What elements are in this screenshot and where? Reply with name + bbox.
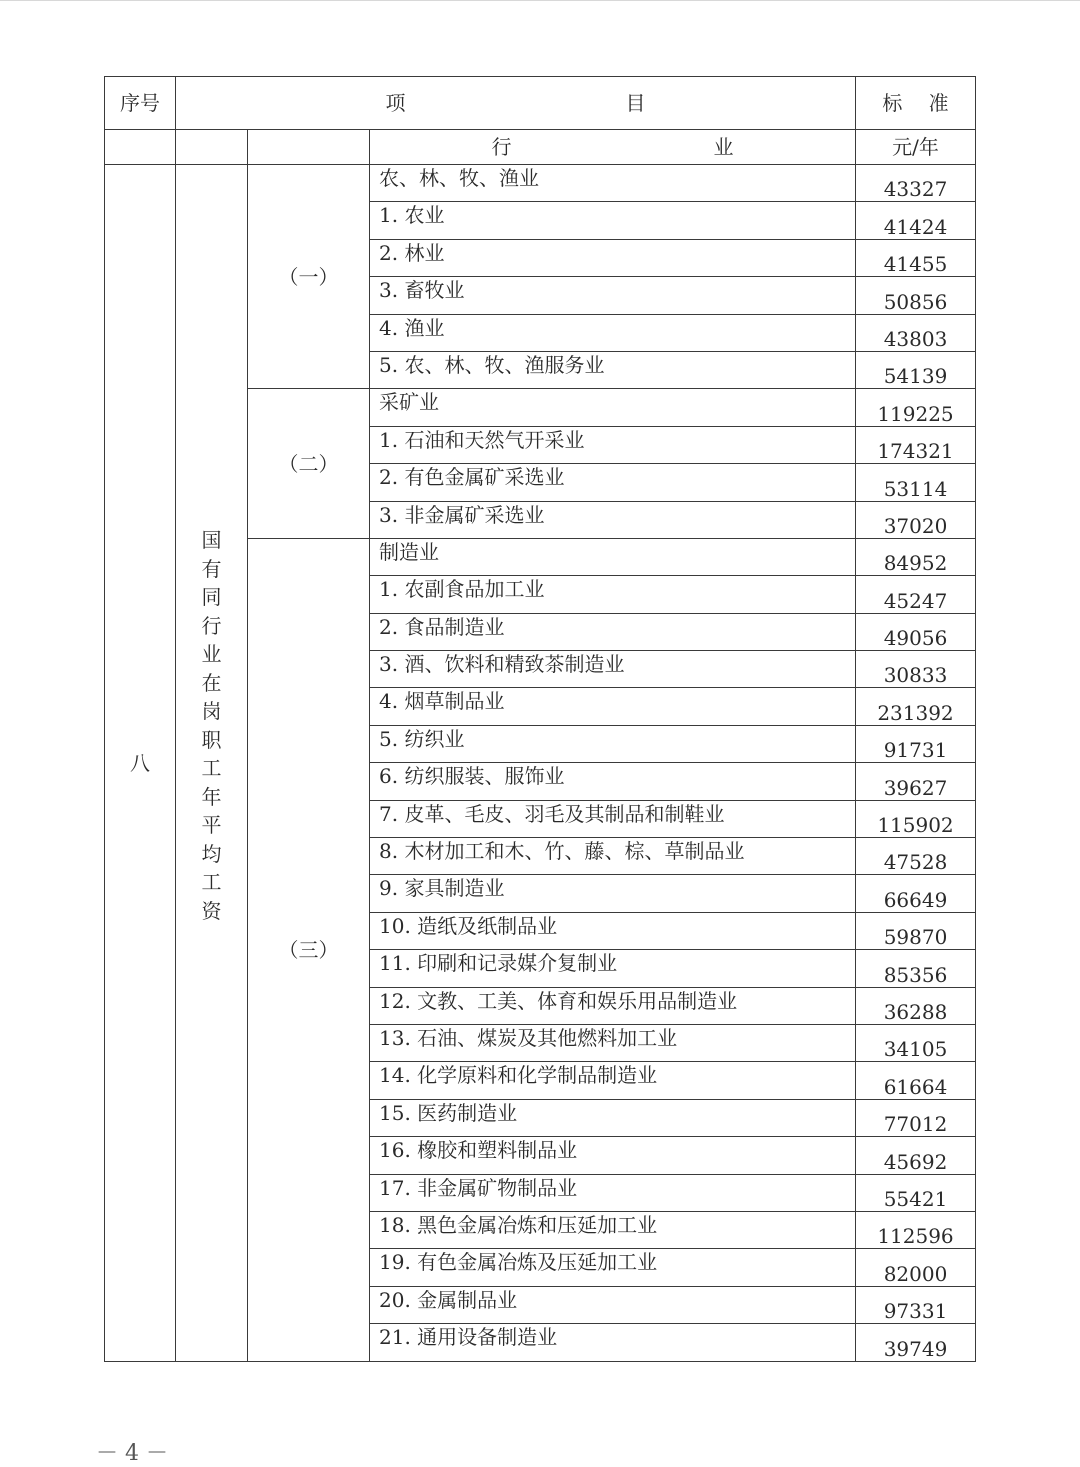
industry-name: 6. 纺织服装、服饰业 — [370, 763, 856, 800]
group-label: （二） — [248, 389, 370, 539]
standard-value: 231392 — [856, 688, 976, 725]
standard-value: 43327 — [856, 165, 976, 202]
standard-value: 82000 — [856, 1249, 976, 1286]
industry-name: 18. 黑色金属冶炼和压延加工业 — [370, 1211, 856, 1248]
industry-name: 4. 烟草制品业 — [370, 688, 856, 725]
industry-name: 12. 文教、工美、体育和娱乐用品制造业 — [370, 987, 856, 1024]
page-top-edge — [0, 0, 1080, 1]
standard-value: 85356 — [856, 950, 976, 987]
header-industry: 行 业 — [370, 130, 856, 165]
industry-name: 19. 有色金属冶炼及压延加工业 — [370, 1249, 856, 1286]
header-standard: 标 准 — [856, 77, 976, 130]
industry-name: 10. 造纸及纸制品业 — [370, 912, 856, 949]
industry-name: 2. 有色金属矿采选业 — [370, 464, 856, 501]
standard-value: 61664 — [856, 1062, 976, 1099]
standard-value: 41455 — [856, 239, 976, 276]
header-row-1 — [105, 77, 976, 130]
industry-name: 5. 农、林、牧、渔服务业 — [370, 351, 856, 388]
industry-name: 21. 通用设备制造业 — [370, 1324, 856, 1361]
standard-value: 66649 — [856, 875, 976, 912]
header-unit: 元/年 — [856, 130, 976, 165]
industry-name: 16. 橡胶和塑料制品业 — [370, 1137, 856, 1174]
standard-value: 112596 — [856, 1211, 976, 1248]
industry-name: 3. 酒、饮料和精致茶制造业 — [370, 651, 856, 688]
industry-name: 15. 医药制造业 — [370, 1099, 856, 1136]
category-cell — [176, 165, 248, 1362]
standard-value: 34105 — [856, 1024, 976, 1061]
industry-name: 2. 食品制造业 — [370, 613, 856, 650]
industry-name: 1. 石油和天然气开采业 — [370, 426, 856, 463]
group-label: （三） — [248, 538, 370, 1361]
industry-name: 4. 渔业 — [370, 314, 856, 351]
industry-name: 3. 畜牧业 — [370, 277, 856, 314]
industry-name: 20. 金属制品业 — [370, 1286, 856, 1323]
standard-value: 174321 — [856, 426, 976, 463]
standard-value: 84952 — [856, 538, 976, 575]
standard-value: 36288 — [856, 987, 976, 1024]
standard-value: 119225 — [856, 389, 976, 426]
industry-name: 14. 化学原料和化学制品制造业 — [370, 1062, 856, 1099]
industry-name: 农、林、牧、渔业 — [370, 165, 856, 202]
industry-name: 5. 纺织业 — [370, 725, 856, 762]
wage-standard-table — [104, 76, 976, 1362]
industry-name: 3. 非金属矿采选业 — [370, 501, 856, 538]
group-label: （一） — [248, 165, 370, 389]
industry-name: 13. 石油、煤炭及其他燃料加工业 — [370, 1024, 856, 1061]
standard-value: 30833 — [856, 651, 976, 688]
standard-value: 39627 — [856, 763, 976, 800]
header-seq: 序号 — [105, 77, 176, 130]
standard-value: 49056 — [856, 613, 976, 650]
standard-value: 55421 — [856, 1174, 976, 1211]
industry-name: 采矿业 — [370, 389, 856, 426]
industry-name: 11. 印刷和记录媒介复制业 — [370, 950, 856, 987]
industry-name: 2. 林业 — [370, 239, 856, 276]
page-number: － 4 － — [96, 1441, 168, 1466]
header-blank-1 — [105, 130, 176, 165]
industry-name: 17. 非金属矿物制品业 — [370, 1174, 856, 1211]
standard-value: 37020 — [856, 501, 976, 538]
industry-name: 制造业 — [370, 538, 856, 575]
standard-value: 50856 — [856, 277, 976, 314]
standard-value: 45247 — [856, 576, 976, 613]
industry-name: 1. 农业 — [370, 202, 856, 239]
industry-name: 8. 木材加工和木、竹、藤、棕、草制品业 — [370, 838, 856, 875]
standard-value: 45692 — [856, 1137, 976, 1174]
standard-value: 77012 — [856, 1099, 976, 1136]
standard-value: 115902 — [856, 800, 976, 837]
standard-value: 59870 — [856, 912, 976, 949]
standard-value: 47528 — [856, 838, 976, 875]
standard-value: 91731 — [856, 725, 976, 762]
standard-value: 41424 — [856, 202, 976, 239]
standard-value: 39749 — [856, 1324, 976, 1361]
header-item: 项 目 — [176, 77, 856, 130]
standard-value: 53114 — [856, 464, 976, 501]
seq-cell: 八 — [105, 165, 176, 1362]
industry-name: 9. 家具制造业 — [370, 875, 856, 912]
industry-name: 7. 皮革、毛皮、羽毛及其制品和制鞋业 — [370, 800, 856, 837]
industry-name: 1. 农副食品加工业 — [370, 576, 856, 613]
header-row-2 — [105, 130, 976, 165]
standard-value: 97331 — [856, 1286, 976, 1323]
table-row — [105, 165, 976, 202]
standard-value: 54139 — [856, 351, 976, 388]
standard-value: 43803 — [856, 314, 976, 351]
header-blank-3 — [248, 130, 370, 165]
category-label: 国有同行业在岗职工年平均工资 — [201, 528, 222, 923]
header-blank-2 — [176, 130, 248, 165]
